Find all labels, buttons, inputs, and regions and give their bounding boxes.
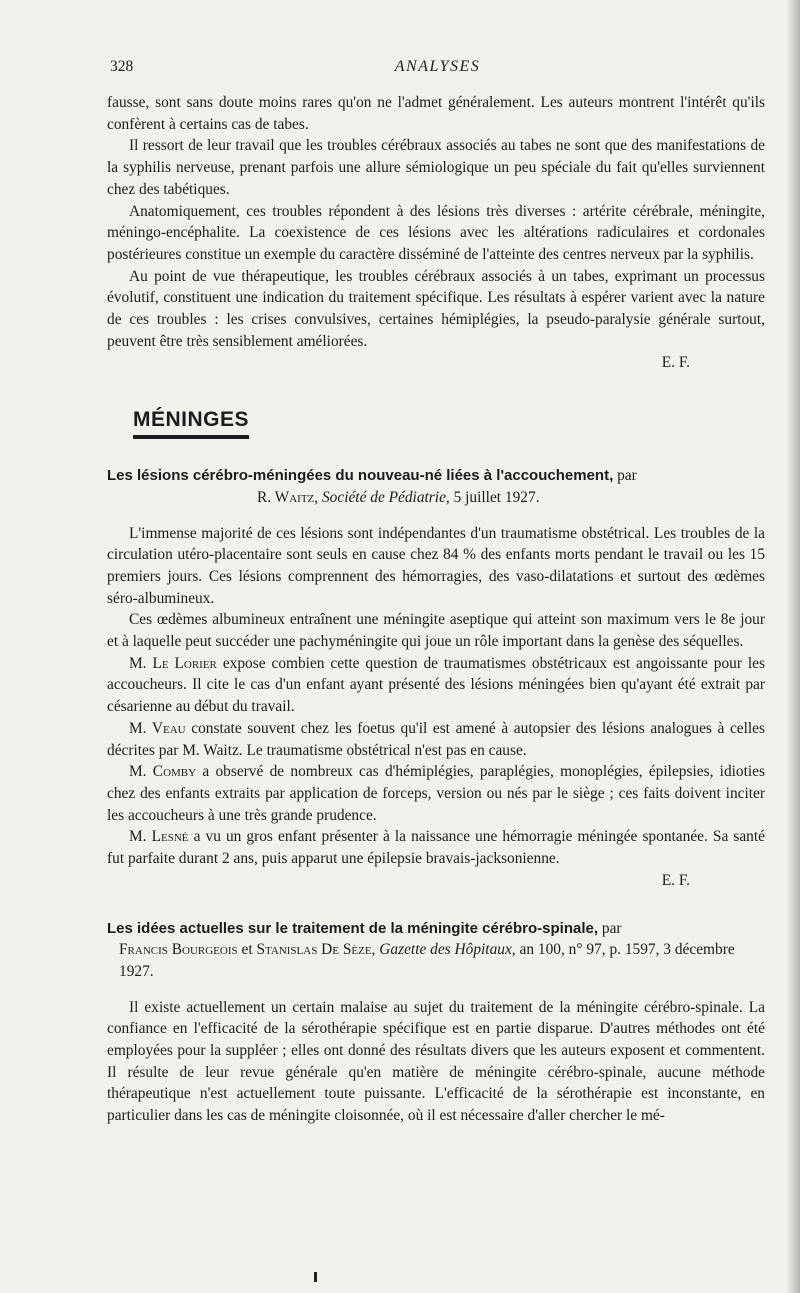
intro-signature-line (107, 352, 765, 374)
article-2-par: par (601, 919, 622, 937)
page-body (107, 92, 765, 1127)
article-2-author-1: Francis Bourgeois (119, 941, 238, 959)
intro-paragraph-3: Anatomiquement, ces troubles répondent à des lésions très diverses : artérite cérébrale, méningite, méningo-encéphalite. La coexistence de ces lésions avec les altérations radiculaires et cordonales postérieures constitue un exemple du caractère disséminé de l'atteinte des centres nerveux par la syphilis. (107, 202, 765, 263)
page-edge-shadow (786, 0, 800, 1293)
speaker-name: M. Lesné (129, 828, 189, 846)
article-1-date: 5 juillet 1927. (453, 488, 540, 506)
page-number: 328 (110, 58, 134, 75)
page-header (110, 58, 765, 84)
bottom-ink-mark (314, 1272, 317, 1282)
article-1-par: par (617, 467, 637, 485)
article-1-signature: E. F. (661, 871, 690, 889)
section-title: MÉNINGES (133, 408, 249, 439)
article-2-paragraph-1: Il existe actuellement un certain malaise au sujet du traitement de la méningite cérébro-spinale. La confiance en l'efficacité de la sérothérapie spécifique est en partie disparue. D'autres méthodes ont été employées pour la suppléer ; elles ont donné des résultats divers que les auteurs exposent et commentent. Il résulte de leur revue générale qu'en matière de méningite cérébro-spinale, aucune méthode thérapeutique n'est actuellement toute puissante. L'efficacité de la sérothérapie est inconstante, en particulier dans les cas de méningite cloisonnée, où il est nécessaire d'aller chercher le mé- (107, 998, 765, 1125)
article-1-heading (107, 465, 765, 508)
article-1-journal: Société de Pédiatrie, (321, 488, 450, 506)
article-2-journal: Gazette des Hôpitaux, (379, 941, 516, 959)
article-1-paragraph-3: M. Le Lorier expose combien cette question de traumatismes obstétricaux est angoissante pour les accoucheurs. Il cite le cas d'un enfant ayant présenté des lésions méningées bien qu'ayant été extrait par césarienne au début du travail. (107, 654, 765, 716)
speaker-name: M. Comby (129, 763, 197, 781)
speaker-name: M. Le Lorier (129, 654, 217, 672)
article-1-paragraph-1: L'immense majorité de ces lésions sont indépendantes d'un traumatisme obstétrical. Les troubles de la circulation utéro-placentaire sont seuls en cause chez 84 % des enfants morts pendant le travail ou les 15 premiers jours. Ces lésions comprennent des hémorragies, des vaso-dilatations et surtout des œdèmes séro-albumineux. (107, 524, 765, 607)
article-2-heading (107, 918, 765, 983)
article-1-signature-line (107, 870, 765, 892)
running-head: ANALYSES (394, 58, 481, 75)
article-2-title: Les idées actuelles sur le traitement de la méningite cérébro-spinale, (107, 919, 599, 937)
intro-paragraph-2: Il ressort de leur travail que les troubles cérébraux associés au tabes ne sont que des manifestations de la syphilis nerveuse, prenant parfois une allure sémiologique un peu spéciale du fait qu'elles surviennent chez des tabétiques. (107, 137, 765, 198)
intro-paragraph-1: fausse, sont sans doute moins rares qu'on ne l'admet généralement. Les auteurs montrent l'intérêt qu'ils confèrent à certains cas de tabes. (107, 94, 765, 133)
intro-paragraph-4: Au point de vue thérapeutique, les troubles cérébraux associés à un tabes, exprimant un processus évolutif, constituent une indication du traitement spécifique. Les résultats à espérer varient avec la nature de ces troubles : les crises convulsives, certaines hémiplégies, la pseudo-paralysie générale surtout, peuvent être très sensiblement améliorées. (107, 267, 765, 350)
article-1-paragraph-4: M. Veau constate souvent chez les foetus qu'il est amené à autopsier des lésions analogues à celles décrites par M. Waitz. Le traumatisme obstétrical n'est pas en cause. (107, 719, 765, 759)
article-1-title: Les lésions cérébro-méningées du nouveau-né liées à l'accouchement, (107, 467, 614, 485)
section-heading-wrap (133, 408, 765, 439)
article-2-and: et (241, 941, 253, 959)
article-1-paragraph-6: M. Lesné a vu un gros enfant présenter à la naissance une hémorragie méningée spontanée. Sa santé fut parfaite durant 2 ans, puis apparut une épilepsie bravais-jacksonienne. (107, 828, 765, 868)
article-2-author-2: Stanislas De Sèze, (256, 941, 376, 959)
article-2-ref: an 100, n° 97, p. 1597, 3 décembre 1927. (119, 941, 735, 980)
article-1-paragraph-2: Ces œdèmes albumineux entraînent une méningite aseptique qui atteint son maximum vers le 8e jour et à laquelle peut succéder une pachyméningite qui joue un rôle important dans la genèse des séquelles. (107, 611, 765, 651)
intro-signature: E. F. (661, 354, 690, 372)
article-1-author: R. Waitz, (257, 488, 319, 506)
article-1-paragraph-5: M. Comby a observé de nombreux cas d'hémiplégies, paraplégies, monoplégies, épilepsies, idioties chez des enfants extraits par application de forceps, version ou nés par le siège ; ces faits doivent inciter les accoucheurs à une très grande prudence. (107, 763, 765, 824)
speaker-name: M. Veau (129, 719, 186, 737)
